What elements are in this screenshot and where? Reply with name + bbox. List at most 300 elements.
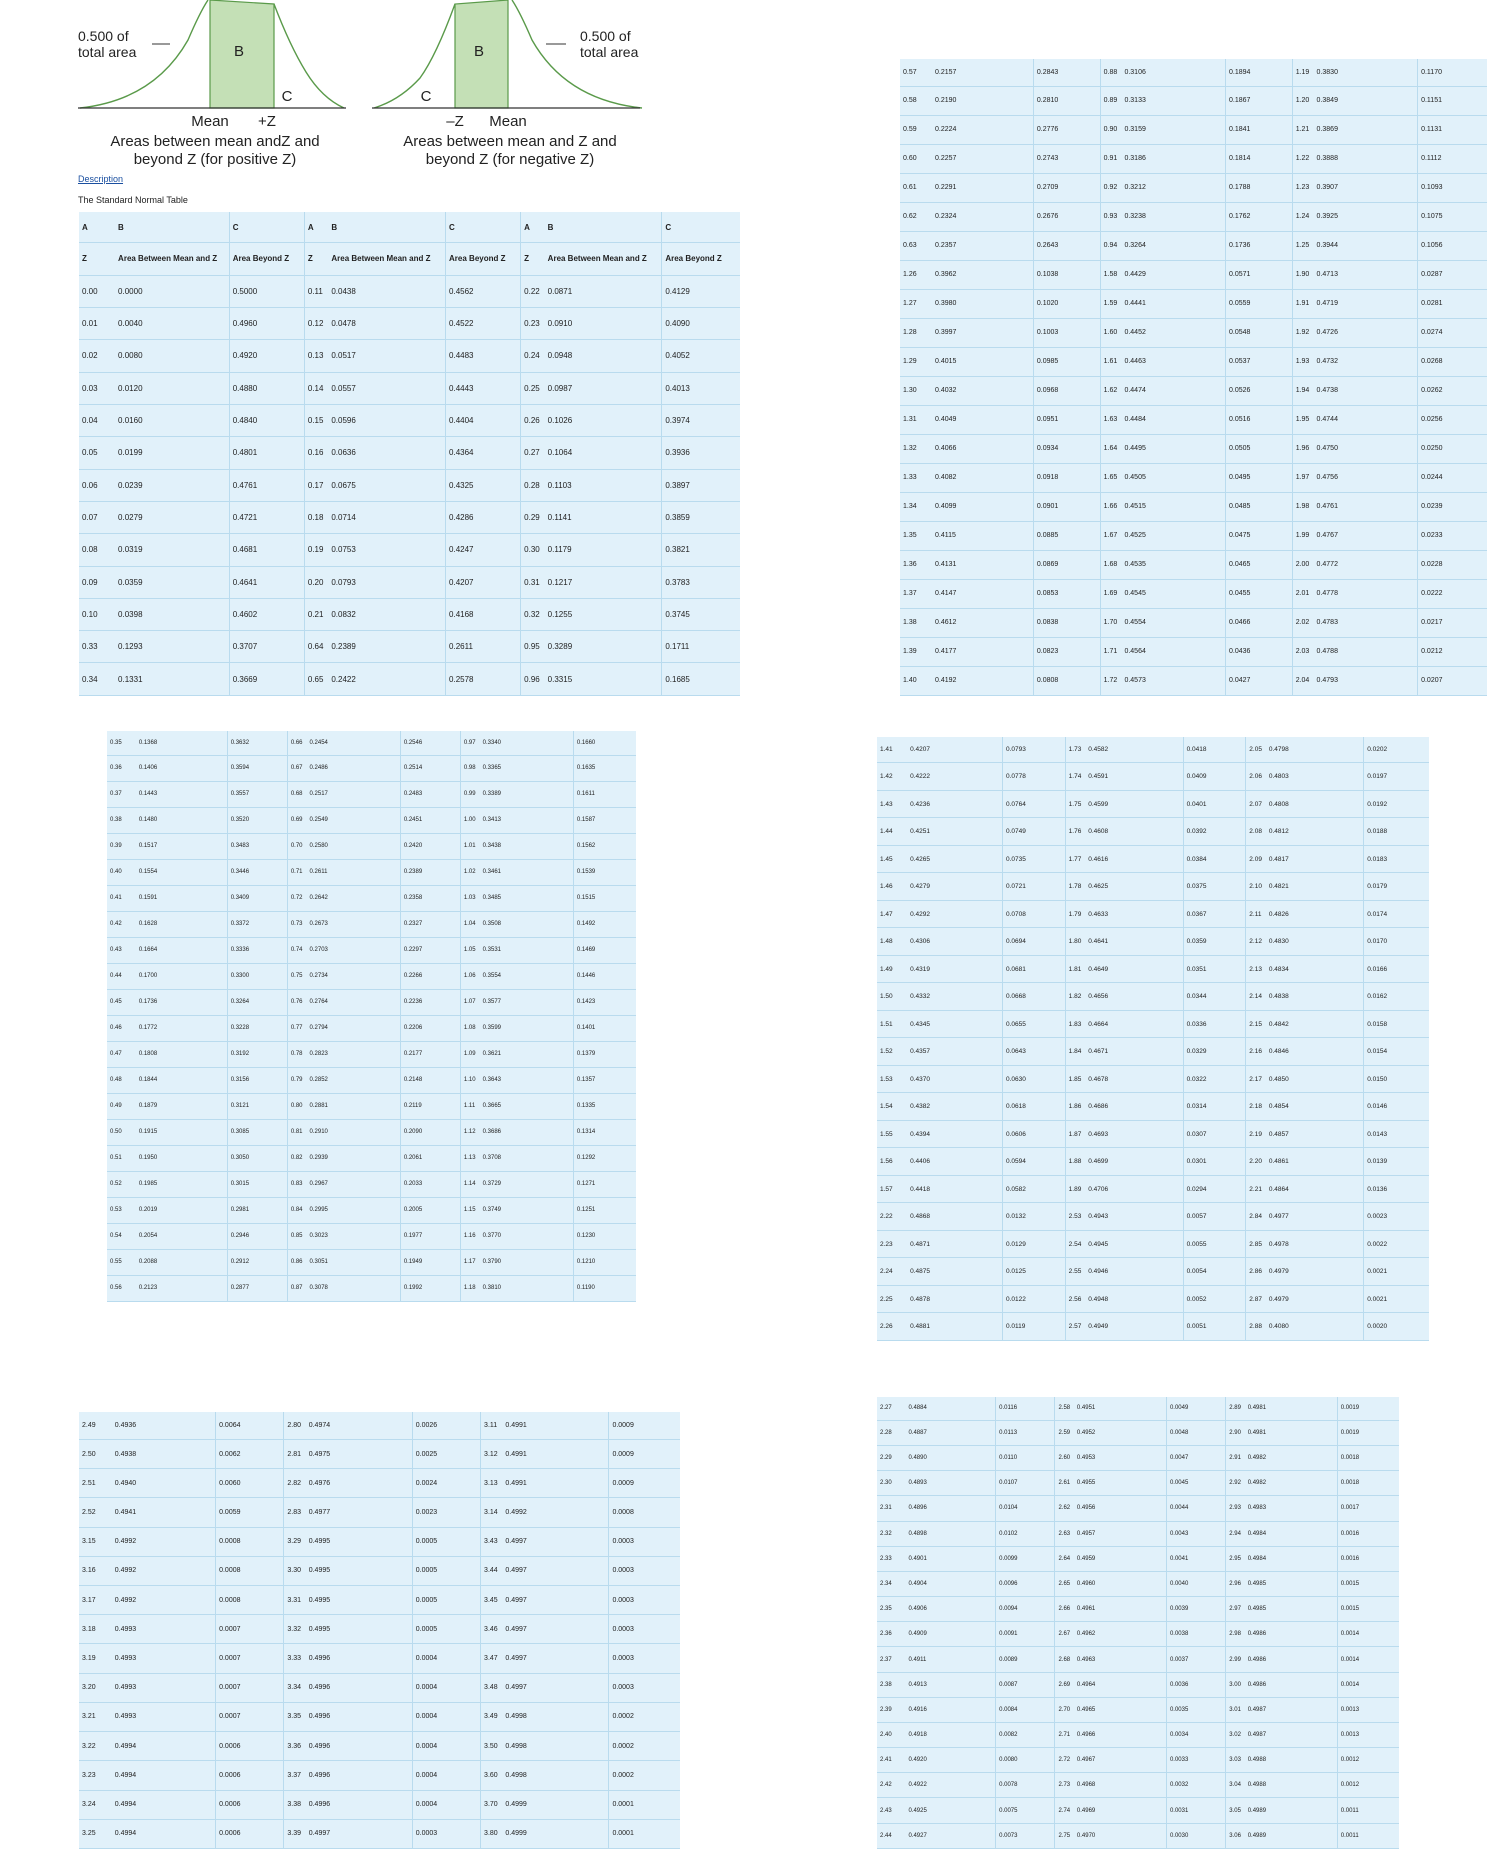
area-between-cell: 0.4545 [1121, 579, 1225, 608]
z-cell: 0.34 [79, 663, 115, 696]
z-cell: 2.20 [1246, 1148, 1266, 1176]
area-between-cell: 0.4952 [1074, 1420, 1167, 1445]
area-beyond-cell: 0.0002 [609, 1761, 680, 1790]
area-between-cell: 0.4985 [1245, 1571, 1338, 1596]
z-cell: 1.22 [1292, 144, 1313, 173]
area-between-cell: 0.4956 [1074, 1496, 1167, 1521]
area-between-cell: 0.4251 [907, 818, 1002, 846]
area-beyond-cell: 0.0150 [1364, 1065, 1429, 1093]
area-between-cell: 0.4671 [1085, 1038, 1183, 1066]
area-beyond-cell: 0.0045 [1166, 1471, 1225, 1496]
area-between-cell: 0.3888 [1314, 144, 1418, 173]
table-row [877, 983, 1429, 1011]
area-between-cell: 0.3729 [480, 1171, 574, 1197]
area-between-cell: 0.4997 [502, 1527, 609, 1556]
area-beyond-cell: 0.1056 [1418, 231, 1487, 260]
area-between-cell: 0.4982 [1245, 1471, 1338, 1496]
area-between-cell: 0.4345 [907, 1010, 1002, 1038]
area-between-cell: 0.1480 [136, 807, 227, 833]
z-cell: 0.60 [900, 144, 932, 173]
area-beyond-cell: 0.1814 [1226, 144, 1293, 173]
area-beyond-cell: 0.0064 [216, 1412, 284, 1439]
area-between-cell: 0.4463 [1121, 347, 1225, 376]
z-cell: 2.42 [877, 1773, 905, 1798]
area-between-cell: 0.1664 [136, 937, 227, 963]
area-between-cell: 0.4916 [905, 1697, 995, 1722]
area-between-cell: 0.0675 [328, 469, 445, 501]
area-beyond-cell: 0.3409 [227, 885, 287, 911]
area-between-cell: 0.2517 [307, 781, 401, 807]
area-between-cell: 0.0753 [328, 534, 445, 566]
area-beyond-cell: 0.0007 [216, 1702, 284, 1731]
top-label-line2-neg: total area [580, 44, 639, 60]
z-cell: 0.72 [287, 885, 306, 911]
area-between-cell: 0.4744 [1314, 405, 1418, 434]
area-between-cell: 0.4505 [1121, 463, 1225, 492]
z-cell: 1.73 [1065, 737, 1085, 763]
z-cell: 0.99 [460, 781, 479, 807]
table-panel-4 [877, 737, 1429, 1341]
z-cell: 0.40 [107, 859, 136, 885]
table-row [877, 1697, 1399, 1722]
table-row [900, 144, 1487, 173]
z-cell: 0.27 [521, 437, 545, 469]
z-cell: 3.21 [79, 1702, 112, 1731]
area-beyond-cell: 0.0040 [1166, 1571, 1225, 1596]
area-between-cell: 0.1255 [545, 598, 662, 630]
z-cell: 3.49 [481, 1702, 503, 1731]
z-cell: 2.13 [1246, 955, 1266, 983]
area-between-cell: 0.0359 [115, 566, 229, 598]
area-between-cell: Area Between Mean and Z [545, 243, 662, 275]
area-between-cell: 0.4992 [112, 1556, 216, 1585]
area-beyond-cell: 0.3669 [229, 663, 304, 696]
table-row [79, 404, 740, 436]
area-beyond-cell: 0.0401 [1183, 790, 1246, 818]
z-cell: 0.32 [521, 598, 545, 630]
table-row [877, 1571, 1399, 1596]
z-cell: 1.25 [1292, 231, 1313, 260]
area-beyond-cell: 0.1977 [400, 1223, 460, 1249]
area-beyond-cell: 0.0018 [1337, 1446, 1399, 1471]
area-between-cell: 0.4945 [1085, 1230, 1183, 1258]
area-beyond-cell: 0.0025 [412, 1439, 480, 1468]
table-row [107, 1067, 636, 1093]
area-beyond-cell: 0.0217 [1418, 608, 1487, 637]
area-between-cell: 0.3770 [480, 1223, 574, 1249]
area-between-cell: 0.4998 [502, 1761, 609, 1790]
table-row [900, 463, 1487, 492]
z-cell: 1.97 [1292, 463, 1313, 492]
area-between-cell: 0.4878 [907, 1285, 1002, 1313]
table-row [900, 86, 1487, 115]
area-beyond-cell: 0.0793 [1002, 737, 1065, 763]
area-between-cell: 0.3962 [932, 260, 1033, 289]
caption-negative-line2: beyond Z (for negative Z) [425, 151, 595, 168]
area-between-cell: 0.4941 [112, 1498, 216, 1527]
area-between-cell: 0.1950 [136, 1145, 227, 1171]
area-between-cell: 0.4265 [907, 845, 1002, 873]
area-beyond-cell: 0.1379 [573, 1041, 636, 1067]
area-beyond-cell: 0.0351 [1183, 955, 1246, 983]
area-between-cell: 0.4370 [907, 1065, 1002, 1093]
area-beyond-cell: 0.0057 [1183, 1203, 1246, 1231]
area-between-cell: 0.3159 [1121, 115, 1225, 144]
area-beyond-cell: 0.4960 [229, 307, 304, 339]
area-between-cell: 0.4938 [112, 1439, 216, 1468]
area-between-cell: 0.4525 [1121, 521, 1225, 550]
caption-negative-line1: Areas between mean and Z and [403, 133, 617, 150]
axis-mean-label: Mean [191, 113, 229, 130]
area-between-cell: 0.4236 [907, 790, 1002, 818]
z-cell: Z [304, 243, 328, 275]
area-beyond-cell: 0.0099 [996, 1546, 1055, 1571]
area-between-cell: 0.2088 [136, 1249, 227, 1275]
area-between-cell: 0.4949 [1085, 1313, 1183, 1341]
area-between-cell: 0.3980 [932, 289, 1033, 318]
z-cell: 0.92 [1100, 173, 1121, 202]
area-between-cell: 0.4997 [502, 1644, 609, 1673]
z-cell: 1.51 [877, 1010, 907, 1038]
area-beyond-cell: 0.0294 [1183, 1175, 1246, 1203]
z-cell: 0.77 [287, 1015, 306, 1041]
area-between-cell: 0.3810 [480, 1275, 574, 1301]
table-row [79, 1556, 680, 1585]
area-between-cell: 0.4591 [1085, 763, 1183, 791]
area-beyond-cell: 0.0008 [216, 1585, 284, 1614]
area-beyond-cell: 0.3121 [227, 1093, 287, 1119]
area-between-cell: 0.4099 [932, 492, 1033, 521]
area-beyond-cell: 0.0003 [609, 1585, 680, 1614]
table-row [900, 637, 1487, 666]
z-cell: 3.30 [284, 1556, 306, 1585]
area-between-cell: 0.4981 [1245, 1420, 1338, 1445]
z-cell: 2.32 [877, 1521, 905, 1546]
caption-positive-line1: Areas between mean andZ and [110, 133, 320, 150]
z-cell: 1.86 [1065, 1093, 1085, 1121]
area-between-cell: 0.4357 [907, 1038, 1002, 1066]
table-row [900, 347, 1487, 376]
area-between-cell: 0.2642 [307, 885, 401, 911]
area-beyond-cell: 0.1562 [573, 833, 636, 859]
z-cell: 2.74 [1055, 1798, 1074, 1823]
area-between-cell: 0.4066 [932, 434, 1033, 463]
bell-curve-negative [370, 0, 650, 120]
area-between-cell: 0.4999 [502, 1819, 609, 1848]
area-beyond-cell: 0.5000 [229, 275, 304, 307]
z-table [79, 212, 740, 696]
z-cell: 2.37 [877, 1647, 905, 1672]
area-between-cell: 0.4940 [112, 1469, 216, 1498]
area-beyond-cell: 0.1170 [1418, 59, 1487, 86]
description-link[interactable]: Description [78, 174, 124, 184]
area-beyond-cell: 0.0708 [1002, 900, 1065, 928]
z-cell: 3.38 [284, 1790, 306, 1819]
z-cell: 0.75 [287, 963, 306, 989]
area-between-cell: 0.4573 [1121, 666, 1225, 695]
area-between-cell: 0.0714 [328, 501, 445, 533]
area-beyond-cell: 0.4761 [229, 469, 304, 501]
area-beyond-cell: 0.0012 [1337, 1773, 1399, 1798]
z-cell: 1.31 [900, 405, 932, 434]
area-beyond-cell: 0.3483 [227, 833, 287, 859]
area-beyond-cell: 0.1075 [1418, 202, 1487, 231]
area-between-cell: 0.4738 [1314, 376, 1418, 405]
z-cell: 0.86 [287, 1249, 306, 1275]
z-cell: 2.95 [1226, 1546, 1245, 1571]
area-beyond-cell: 0.3859 [662, 501, 740, 533]
area-between-cell: 0.4641 [1085, 928, 1183, 956]
area-beyond-cell: 0.0009 [609, 1439, 680, 1468]
z-table [900, 59, 1487, 696]
area-between-cell: 0.0478 [328, 307, 445, 339]
area-between-cell: 0.3508 [480, 911, 574, 937]
z-cell: 0.42 [107, 911, 136, 937]
area-beyond-cell: 0.1423 [573, 989, 636, 1015]
table-panel-6 [877, 1397, 1399, 1849]
z-cell: 0.78 [287, 1041, 306, 1067]
z-cell: 0.59 [900, 115, 932, 144]
z-cell: 3.80 [481, 1819, 503, 1848]
area-between-cell: 0.4474 [1121, 376, 1225, 405]
area-between-cell: 0.3106 [1121, 59, 1225, 86]
z-cell: 0.37 [107, 781, 136, 807]
z-cell: 2.88 [1246, 1313, 1266, 1341]
table-row [877, 1420, 1399, 1445]
z-cell: 3.43 [481, 1527, 503, 1556]
area-beyond-cell: 0.4404 [446, 404, 521, 436]
area-beyond-cell: 0.0179 [1364, 873, 1429, 901]
area-beyond-cell: 0.0116 [996, 1397, 1055, 1420]
area-beyond-cell: 0.0003 [412, 1819, 480, 1848]
area-between-cell: 0.3289 [545, 631, 662, 663]
area-beyond-cell: 0.0418 [1183, 737, 1246, 763]
area-between-cell: 0.0438 [328, 275, 445, 307]
area-beyond-cell: C [229, 212, 304, 243]
area-between-cell: 0.4656 [1085, 983, 1183, 1011]
area-beyond-cell: 0.1949 [400, 1249, 460, 1275]
area-beyond-cell: 0.2327 [400, 911, 460, 937]
table-row [107, 885, 636, 911]
area-beyond-cell: 0.4840 [229, 404, 304, 436]
area-beyond-cell: 0.0102 [996, 1521, 1055, 1546]
table-row [79, 1527, 680, 1556]
table-row [107, 911, 636, 937]
area-beyond-cell: 0.1660 [573, 731, 636, 755]
area-beyond-cell: 0.1190 [573, 1275, 636, 1301]
area-beyond-cell: 0.0853 [1033, 579, 1100, 608]
area-between-cell: 0.4993 [112, 1673, 216, 1702]
area-beyond-cell: 0.4013 [662, 372, 740, 404]
area-beyond-cell: 0.0039 [1166, 1597, 1225, 1622]
area-between-cell: 0.4441 [1121, 289, 1225, 318]
area-between-cell: 0.4599 [1085, 790, 1183, 818]
z-cell: 2.64 [1055, 1546, 1074, 1571]
z-cell: 3.13 [481, 1469, 503, 1498]
area-between-cell: 0.3438 [480, 833, 574, 859]
table-row [877, 1010, 1429, 1038]
area-between-cell: 0.1736 [136, 989, 227, 1015]
area-beyond-cell: 0.0016 [1337, 1546, 1399, 1571]
area-between-cell: 0.4994 [112, 1732, 216, 1761]
area-beyond-cell: 0.0618 [1002, 1093, 1065, 1121]
area-between-cell: 0.3749 [480, 1197, 574, 1223]
table-row [79, 598, 740, 630]
z-cell: 1.79 [1065, 900, 1085, 928]
z-cell: 2.63 [1055, 1521, 1074, 1546]
table-row [877, 1313, 1429, 1341]
area-between-cell: 0.4994 [112, 1761, 216, 1790]
area-beyond-cell: 0.0104 [996, 1496, 1055, 1521]
z-cell: 1.11 [460, 1093, 479, 1119]
table-row [900, 492, 1487, 521]
z-cell: 3.39 [284, 1819, 306, 1848]
area-beyond-cell: 0.2236 [400, 989, 460, 1015]
area-beyond-cell: 0.3336 [227, 937, 287, 963]
table-row [900, 231, 1487, 260]
z-cell: 3.23 [79, 1761, 112, 1790]
z-cell: 0.67 [287, 755, 306, 781]
z-cell: 3.37 [284, 1761, 306, 1790]
area-between-cell: 0.4996 [306, 1761, 413, 1790]
area-beyond-cell: 0.0202 [1364, 737, 1429, 763]
z-cell: 0.98 [460, 755, 479, 781]
area-between-cell: 0.4686 [1085, 1093, 1183, 1121]
area-beyond-cell: 0.0023 [412, 1498, 480, 1527]
area-between-cell: 0.4515 [1121, 492, 1225, 521]
z-cell: 3.00 [1226, 1672, 1245, 1697]
area-beyond-cell: 0.0322 [1183, 1065, 1246, 1093]
area-between-cell: 0.4192 [932, 666, 1033, 695]
area-beyond-cell: 0.0778 [1002, 763, 1065, 791]
area-between-cell: 0.1443 [136, 781, 227, 807]
z-cell: 2.18 [1246, 1093, 1266, 1121]
area-beyond-cell: 0.4247 [446, 534, 521, 566]
z-cell: 3.50 [481, 1732, 503, 1761]
table-row [107, 1197, 636, 1223]
area-beyond-cell: 0.0951 [1033, 405, 1100, 434]
area-beyond-cell: 0.1685 [662, 663, 740, 696]
area-beyond-cell: 0.1515 [573, 885, 636, 911]
area-beyond-cell: 0.0244 [1418, 463, 1487, 492]
area-beyond-cell: 0.0495 [1226, 463, 1293, 492]
area-between-cell: 0.2852 [307, 1067, 401, 1093]
z-cell: 0.91 [1100, 144, 1121, 173]
area-between-cell: 0.4554 [1121, 608, 1225, 637]
area-beyond-cell: 0.1112 [1418, 144, 1487, 173]
z-cell: 3.14 [481, 1498, 503, 1527]
z-cell: 3.45 [481, 1585, 503, 1614]
area-between-cell: 0.2019 [136, 1197, 227, 1223]
area-beyond-cell: 0.0011 [1337, 1798, 1399, 1823]
z-cell: 1.82 [1065, 983, 1085, 1011]
z-cell: 1.74 [1065, 763, 1085, 791]
area-between-cell: 0.4861 [1266, 1148, 1364, 1176]
area-beyond-cell: 0.0005 [412, 1585, 480, 1614]
area-between-cell: 0.3238 [1121, 202, 1225, 231]
z-cell: 1.91 [1292, 289, 1313, 318]
region-c-label: C [281, 88, 293, 105]
area-between-cell: 0.2673 [307, 911, 401, 937]
table-row [877, 737, 1429, 763]
area-between-cell: 0.4986 [1245, 1622, 1338, 1647]
area-beyond-cell: 0.1469 [573, 937, 636, 963]
area-beyond-cell: 0.0192 [1364, 790, 1429, 818]
z-cell: 1.89 [1065, 1175, 1085, 1203]
table-row [79, 340, 740, 372]
area-beyond-cell: 0.0038 [1166, 1622, 1225, 1647]
area-beyond-cell: 0.2643 [1033, 231, 1100, 260]
z-cell: 1.52 [877, 1038, 907, 1066]
top-label-line1: 0.500 of [78, 28, 129, 44]
area-between-cell: 0.4429 [1121, 260, 1225, 289]
area-beyond-cell: 0.0024 [412, 1469, 480, 1498]
z-cell: 0.21 [304, 598, 328, 630]
area-beyond-cell: 0.1251 [573, 1197, 636, 1223]
z-cell: 3.25 [79, 1819, 112, 1848]
z-cell: 2.57 [1065, 1313, 1085, 1341]
z-cell: 1.69 [1100, 579, 1121, 608]
area-between-cell: 0.1808 [136, 1041, 227, 1067]
area-between-cell: 0.4909 [905, 1622, 995, 1647]
z-cell: 3.47 [481, 1644, 503, 1673]
area-between-cell: 0.3849 [1314, 86, 1418, 115]
z-cell: 1.68 [1100, 550, 1121, 579]
z-cell: 2.89 [1226, 1397, 1245, 1420]
area-beyond-cell: 0.0030 [1166, 1823, 1225, 1848]
area-between-cell: 0.4993 [112, 1702, 216, 1731]
z-cell: 1.32 [900, 434, 932, 463]
z-cell: 1.08 [460, 1015, 479, 1041]
area-between-cell: 0.3365 [480, 755, 574, 781]
area-between-cell: 0.4834 [1266, 955, 1364, 983]
caption-positive [90, 133, 340, 169]
area-between-cell: 0.4306 [907, 928, 1002, 956]
area-beyond-cell: 0.1635 [573, 755, 636, 781]
area-between-cell: 0.2257 [932, 144, 1033, 173]
z-cell: 0.08 [79, 534, 115, 566]
area-between-cell: 0.2224 [932, 115, 1033, 144]
z-cell: 2.84 [1246, 1203, 1266, 1231]
top-label-line1-neg: 0.500 of [580, 28, 631, 44]
table-row [107, 1249, 636, 1275]
area-between-cell: 0.4207 [907, 737, 1002, 763]
area-between-cell: 0.4966 [1074, 1722, 1167, 1747]
bell-curve-positive [74, 0, 354, 120]
area-beyond-cell: 0.0110 [996, 1446, 1055, 1471]
area-between-cell: 0.3997 [932, 318, 1033, 347]
area-beyond-cell: 0.3015 [227, 1171, 287, 1197]
z-cell: 0.49 [107, 1093, 136, 1119]
area-between-cell: 0.1772 [136, 1015, 227, 1041]
z-cell: 1.15 [460, 1197, 479, 1223]
area-beyond-cell: 0.1314 [573, 1119, 636, 1145]
z-cell: 1.16 [460, 1223, 479, 1249]
area-between-cell: 0.4951 [1074, 1397, 1167, 1420]
z-cell: 1.00 [460, 807, 479, 833]
table-row [900, 405, 1487, 434]
area-beyond-cell: 0.0004 [412, 1732, 480, 1761]
area-between-cell: 0.4649 [1085, 955, 1183, 983]
area-beyond-cell: 0.0228 [1418, 550, 1487, 579]
z-cell: 1.77 [1065, 845, 1085, 873]
z-cell: 2.99 [1226, 1647, 1245, 1672]
area-beyond-cell: 0.0808 [1033, 666, 1100, 695]
area-beyond-cell: Area Beyond Z [446, 243, 521, 275]
area-beyond-cell: Area Beyond Z [229, 243, 304, 275]
area-between-cell: 0.4976 [306, 1469, 413, 1498]
table-row [877, 1120, 1429, 1148]
